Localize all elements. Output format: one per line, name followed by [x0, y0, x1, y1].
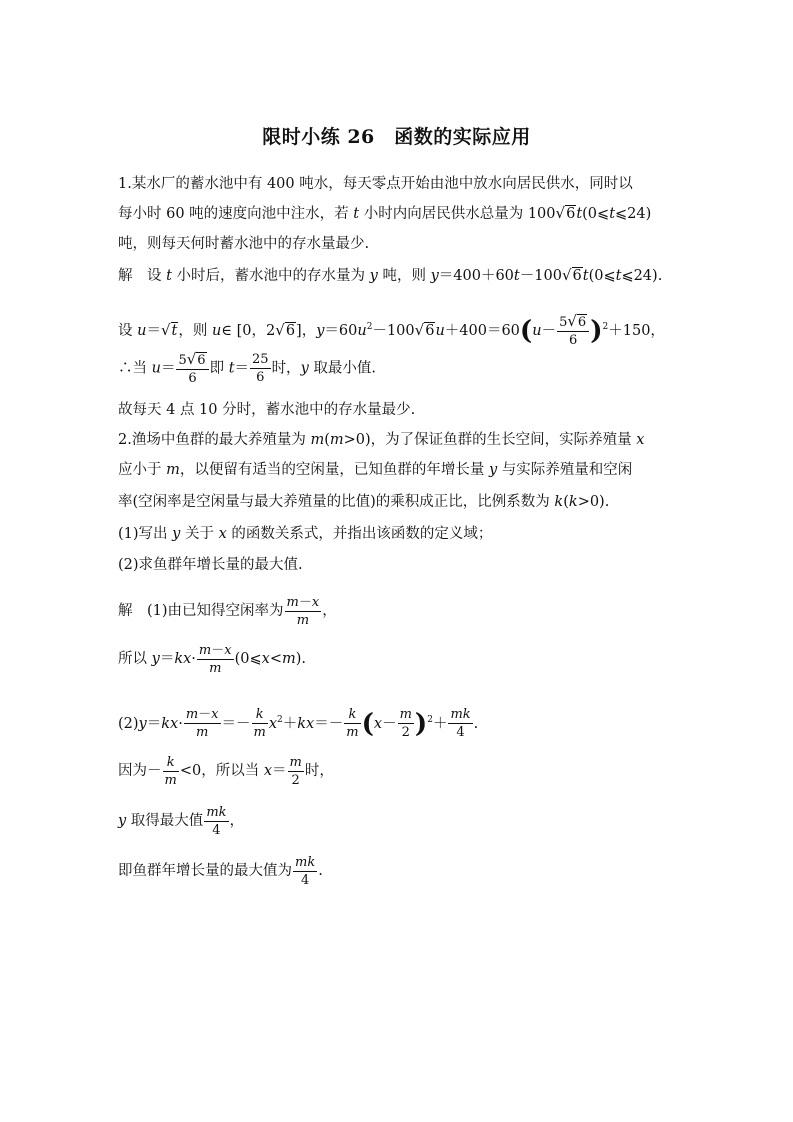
- var-k: k: [554, 494, 564, 510]
- text: 2.渔场中鱼群的最大养殖量为: [118, 432, 311, 448]
- text: ，: [322, 603, 337, 619]
- text: 故每天 4 点 10 分时，蓄水池中的存水量最少.: [118, 402, 416, 418]
- exponent: 2: [366, 322, 373, 332]
- text: ⩽24): [615, 206, 652, 222]
- text: 因为－: [118, 763, 162, 779]
- fraction-m-minus-x-over-m: $\frac{m-x}{m}$: [185, 707, 219, 741]
- var-kx: kx: [297, 715, 315, 732]
- var-m: m: [310, 432, 325, 448]
- text: .: [473, 715, 479, 732]
- var-x: x: [261, 651, 270, 667]
- text: ＝: [234, 360, 250, 377]
- var-t: t: [513, 268, 520, 284]
- text: －100: [519, 268, 562, 284]
- text: ，: [229, 813, 245, 829]
- text: 的函数关系式，并指出该函数的定义域；: [226, 526, 493, 542]
- text: (2): [118, 715, 139, 732]
- var-kx: kx: [174, 651, 192, 667]
- text: 取最小值.: [308, 360, 376, 377]
- var-t: t: [615, 268, 622, 284]
- exponent: 2: [427, 715, 433, 725]
- fraction-m-minus-x-over-m: $\frac{m-x}{m}$: [198, 642, 232, 676]
- var-m: m: [281, 651, 296, 667]
- fraction-k-over-m: $\frac{k}{m}$: [346, 707, 359, 741]
- text: 关于: [180, 526, 219, 542]
- text: (0⩽: [588, 268, 616, 284]
- text: ∴当: [118, 360, 152, 377]
- fraction-k-over-m: $\frac{k}{m}$: [164, 754, 177, 788]
- var-t: t: [582, 268, 589, 284]
- text: ＋: [432, 715, 448, 732]
- var-y: y: [172, 526, 181, 542]
- var-t: t: [353, 206, 360, 222]
- solution-2-line-1: [118, 595, 688, 627]
- text: 取得最大值: [126, 813, 204, 829]
- text: 每小时 60 吨的速度向池中注水，若: [118, 206, 354, 222]
- text: ＝: [146, 715, 162, 732]
- var-y: y: [488, 462, 498, 478]
- text: －100: [372, 322, 415, 339]
- text: 解 设: [118, 268, 167, 284]
- text: ＝－: [221, 715, 251, 732]
- right-paren: ): [414, 708, 428, 739]
- sqrt-6: √6: [414, 320, 435, 339]
- text: ，以便留有适当的空闲量，已知鱼群的年增长量: [179, 462, 489, 478]
- fraction-25-over-6: $\frac{25}{6}$: [252, 352, 269, 385]
- var-u: u: [435, 322, 445, 339]
- text: (1)写出: [118, 526, 173, 542]
- text: ＝－: [314, 715, 344, 732]
- solution-2-line-2: [118, 643, 688, 675]
- text: ＝: [272, 763, 287, 779]
- text: 时，: [304, 763, 334, 779]
- text: 即鱼群年增长量的最大值为: [118, 863, 292, 879]
- var-t: t: [228, 360, 235, 377]
- text: 与实际养殖量和空闲: [497, 462, 633, 478]
- var-y: y: [138, 715, 147, 732]
- fraction-5sqrt6-over-6: $\frac{5√6}{6}$: [557, 314, 589, 347]
- text: ＝60: [324, 322, 358, 339]
- text: 吨，则每天何时蓄水池中的存水量最少.: [118, 236, 370, 252]
- fraction-mk-over-4: $\frac{mk}{4}$: [450, 707, 471, 741]
- var-y: y: [369, 268, 378, 284]
- text: (0⩽: [582, 206, 610, 222]
- var-y: y: [300, 360, 309, 377]
- text: (: [563, 494, 569, 510]
- text: ＋: [282, 715, 298, 732]
- text: <0，所以当: [179, 763, 264, 779]
- var-t: t: [609, 206, 616, 222]
- text: 设: [118, 322, 138, 339]
- problem-2-line-3: [118, 492, 688, 512]
- fraction-m-over-2: $\frac{m}{2}$: [399, 707, 412, 741]
- text: >0).: [577, 494, 610, 510]
- text: (2)求鱼群年增长量的最大值.: [118, 557, 303, 573]
- text: 解 (1)由已知得空闲率为: [118, 603, 284, 619]
- text: >0)，为了保证鱼群的生长空间，实际养殖量: [343, 432, 637, 448]
- var-m: m: [329, 432, 344, 448]
- left-paren: (: [361, 708, 374, 739]
- text: ⩽24).: [621, 268, 663, 284]
- var-y: y: [118, 813, 127, 829]
- text: 应小于: [118, 462, 167, 478]
- var-y: y: [316, 322, 325, 339]
- sqrt-t: √t: [160, 320, 178, 339]
- text: <: [269, 651, 282, 667]
- var-u: u: [211, 322, 222, 339]
- fraction-m-over-2: $\frac{m}{2}$: [289, 754, 302, 788]
- fraction-m-minus-x-over-m: $\frac{m-x}{m}$: [286, 594, 320, 628]
- text: ＝: [146, 322, 161, 339]
- solution-1-conclusion: [118, 400, 688, 420]
- var-t: t: [576, 206, 583, 222]
- text: 率(空闲率是空闲量与最大养殖量的比值)的乘积成正比，比例系数为: [118, 494, 555, 510]
- solution-1-line-1: [118, 265, 688, 286]
- text: ＝: [159, 651, 175, 667]
- var-x: x: [263, 763, 272, 779]
- text: ＋400＝60: [444, 322, 520, 339]
- text: ，则: [178, 322, 212, 339]
- fraction-k-over-m: $\frac{k}{m}$: [253, 707, 266, 741]
- text: (0⩽: [234, 651, 262, 667]
- solution-2-line-5: [118, 805, 688, 837]
- var-t: t: [166, 268, 172, 284]
- text: ·: [178, 715, 183, 732]
- problem-2-line-1: [118, 430, 688, 450]
- solution-1-line-3: [118, 352, 688, 385]
- var-x: x: [636, 432, 645, 448]
- exponent: 2: [602, 322, 609, 332]
- text: 即: [209, 360, 229, 377]
- problem-1-line-1: [118, 174, 688, 194]
- sqrt-6: √6: [561, 266, 582, 284]
- var-m: m: [166, 462, 180, 478]
- fraction-mk-over-4: $\frac{mk}{4}$: [295, 854, 316, 888]
- var-x: x: [268, 715, 278, 732]
- solution-1-line-2: [118, 312, 688, 347]
- right-paren: ): [590, 315, 603, 346]
- text: ＝400＋60: [438, 268, 514, 284]
- exponent: 2: [277, 715, 283, 725]
- problem-1-line-3: [118, 234, 688, 254]
- solution-2-conclusion: [118, 855, 688, 887]
- var-kx: kx: [161, 715, 179, 732]
- fraction-mk-over-4: $\frac{mk}{4}$: [206, 804, 227, 838]
- text: 所以: [118, 651, 152, 667]
- var-x: x: [373, 715, 383, 732]
- var-x: x: [218, 526, 227, 542]
- var-u: u: [137, 322, 147, 339]
- problem-1-line-2: [118, 203, 688, 224]
- solution-2-line-4: [118, 755, 688, 787]
- sqrt-6: √6: [275, 320, 296, 339]
- text: 小时内向居民供水总量为 100: [359, 206, 556, 222]
- text: 吨，则: [377, 268, 431, 284]
- text: 小时后，蓄水池中的存水量为: [171, 268, 370, 284]
- var-k: k: [568, 494, 578, 510]
- var-u: u: [357, 322, 367, 339]
- text: ∈ [0，2: [221, 322, 276, 339]
- var-u: u: [151, 360, 161, 377]
- text: .: [318, 863, 323, 879]
- problem-2-question-1: [118, 524, 688, 544]
- problem-2-line-2: [118, 460, 688, 480]
- solution-2-line-3: [118, 703, 688, 741]
- text: ).: [295, 651, 306, 667]
- var-y: y: [151, 651, 160, 667]
- text: －: [541, 322, 557, 339]
- text: －: [382, 715, 397, 732]
- text: (: [324, 432, 330, 448]
- text: ＋150，: [608, 322, 665, 339]
- text: 1.某水厂的蓄水池中有 400 吨水，每天零点开始由池中放水向居民供水，同时以: [118, 176, 633, 192]
- sqrt-6: √6: [555, 204, 576, 222]
- text: ＝: [160, 360, 176, 377]
- fraction-5sqrt6-over-6: $\frac{5√6}{6}$: [176, 352, 208, 385]
- problem-2-question-2: [118, 555, 688, 575]
- text: ]，: [296, 322, 317, 339]
- text: ·: [191, 651, 196, 667]
- text: 时，: [271, 360, 301, 377]
- var-y: y: [430, 268, 439, 284]
- var-u: u: [532, 322, 542, 339]
- page-title: 限时小练 26 函数的实际应用: [262, 126, 531, 148]
- left-paren: (: [519, 315, 533, 346]
